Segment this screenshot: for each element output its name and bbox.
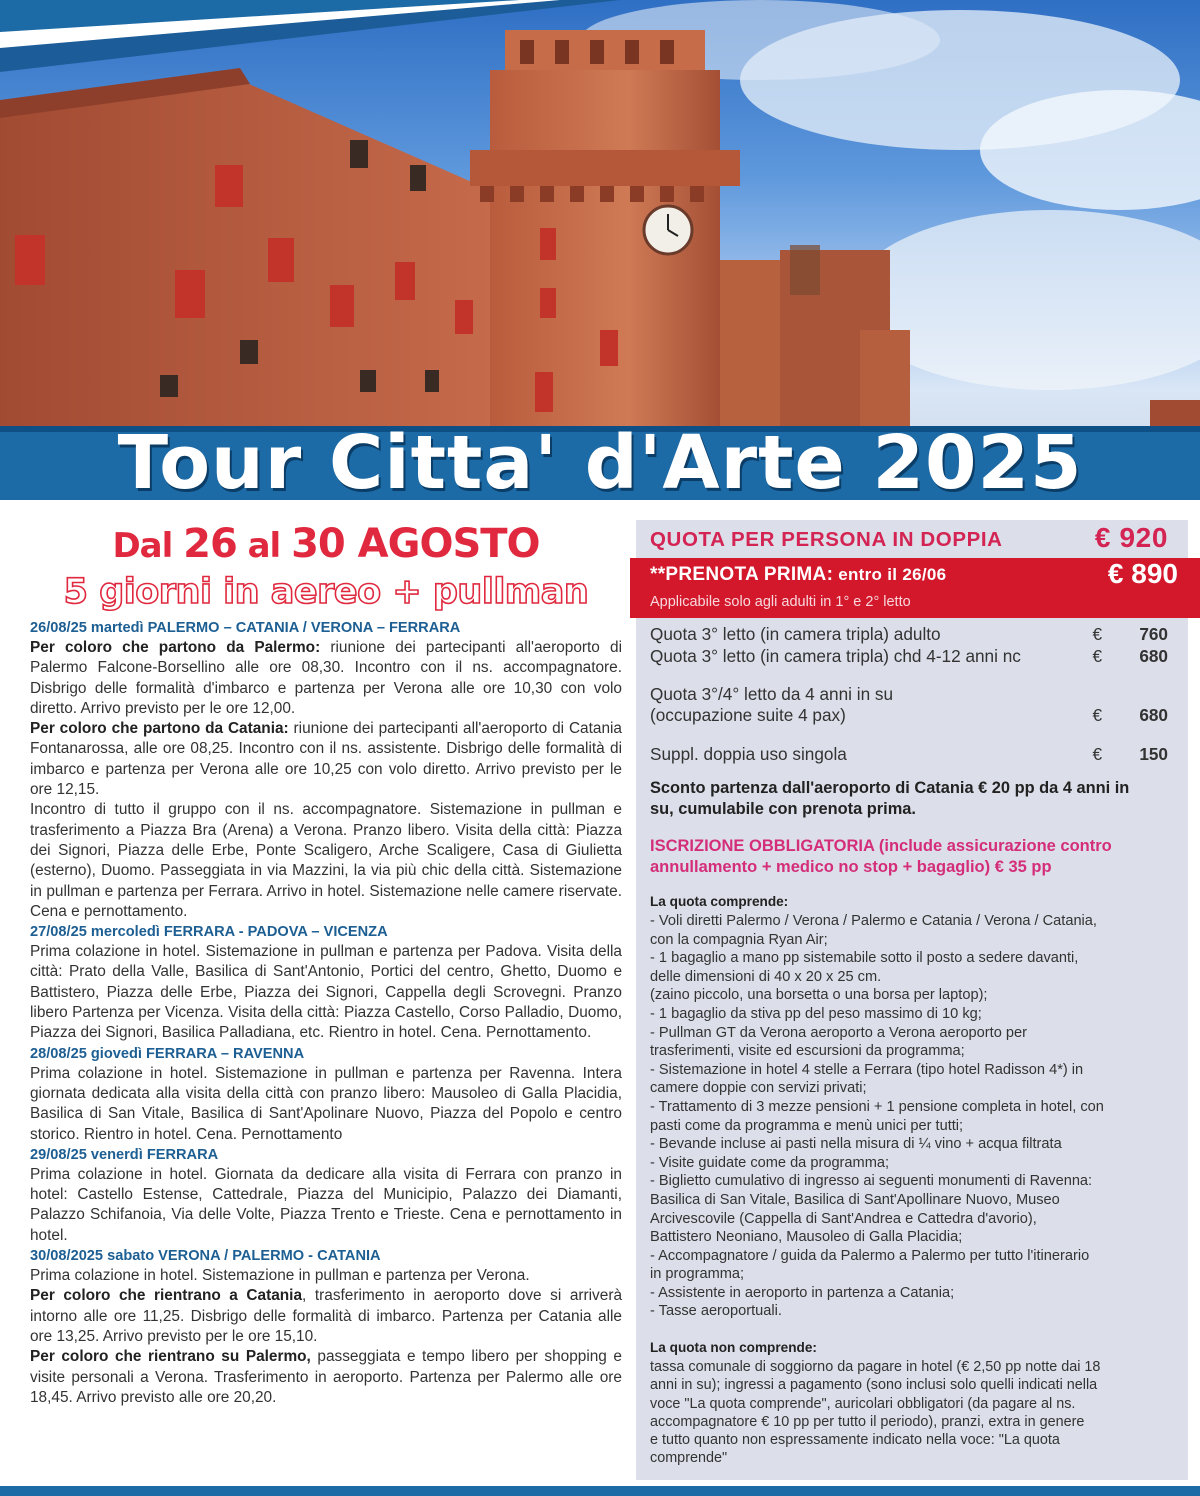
- include-line: (zaino piccolo, una borsetta o una borsa per laptop);: [650, 987, 988, 1004]
- exclude-line: accompagnatore € 10 pp per tutto il periodo), pranzi, extra in genere: [650, 1413, 1085, 1430]
- include-line: - Sistemazione in hotel 4 stelle a Ferrara (tipo hotel Radisson 4*) in: [650, 1061, 1084, 1078]
- paragraph-text: Prima colazione in hotel. Sistemazione in pullman e partenza per Ravenna. Intera giornata dedicata alla visita della città con pranzo libero: Mausoleo di Galla Placidia, Basilica di San Vitale, Basilica di Sant'Apolinare Nuovo, Piazza del Popolo e centro storico. Rientro in hotel. Cena. Pernottamento: [30, 1064, 622, 1143]
- prenota-deadline: entro il 26/06: [833, 565, 947, 584]
- page-title: Tour Citta' d'Arte 2025: [117, 420, 1083, 500]
- day-paragraph: [30, 942, 622, 1043]
- date-mid: al: [236, 526, 292, 566]
- price-option-row: [650, 646, 1168, 667]
- day-paragraph: [30, 1347, 622, 1408]
- include-line: - Biglietto cumulativo di ingresso ai seguenti monumenti di Ravenna:: [650, 1173, 1093, 1190]
- prenota-prima-banner: [630, 558, 1200, 618]
- paragraph-text: Prima colazione in hotel. Sistemazione in pullman e partenza per Padova. Visita della città: Prato della Valle, Basilica di Sant'Antonio, Portici del centro, Ghetto, Duomo e Battistero, Piazza delle Erbe, Piazza dei Signori, Cappella degli Scrovegni. Pranzo libero Partenza per Vicenza. Visita della città: Piazza Castello, Corso Palladio, Duomo, Piazza dei Signori, Basilica Palladiana, etc. Rientro in hotel. Cena. Pernottamento.: [30, 943, 622, 1042]
- include-line: trasferimenti, visite ed escursioni da programma;: [650, 1043, 965, 1060]
- option-label: Suppl. doppia uso singola: [650, 744, 847, 764]
- option-amount: 680: [1139, 646, 1168, 666]
- include-line: pasti come da programma e menù unici per tutti;: [650, 1117, 964, 1134]
- quota-doppia-price: € 920: [1094, 522, 1168, 553]
- exclude-line: voce "La quota comprende", auricolari obbligatori (da pagare al ns.: [650, 1395, 1076, 1412]
- iscrizione-note: ISCRIZIONE OBBLIGATORIA (include assicurazione contro annullamento + medico no stop + bagaglio) € 35 pp: [650, 837, 1112, 876]
- include-line: - 1 bagaglio da stiva pp del peso massimo di 10 kg;: [650, 1005, 982, 1022]
- paragraph-lead: Per coloro che rientrano su Palermo,: [30, 1348, 311, 1366]
- price-option-row: [650, 744, 1168, 765]
- day-paragraph: [30, 1266, 622, 1286]
- date-pre: Dal: [112, 526, 184, 566]
- include-line: - Pullman GT da Verona aeroporto a Verona aeroporto per: [650, 1024, 1027, 1041]
- include-line: Battistero Neoniano, Mausoleo di Galla Placidia;: [650, 1229, 963, 1246]
- include-line: - Tasse aeroportuali.: [650, 1303, 782, 1320]
- option-label: Quota 3°/4° letto da 4 anni in su: [650, 684, 894, 704]
- paragraph-text: Incontro di tutto il gruppo con il ns. accompagnatore. Sistemazione in pullman e trasferimento a Piazza Bra (Arena) a Verona. Pranzo libero. Visita della città: Piazza dei Signori, Piazza delle Erbe, Ponte Scaligero, Arche Scaligere, Casa di Giulietta (esterno), Duomo. Passeggiata in via Mazzini, la via più chic della città. Sistemazione in pullman e partenza per Ferrara. Arrivo in hotel. Sistemazione nelle camere riservate. Cena e pernottamento.: [30, 801, 622, 920]
- itinerary-column: [30, 520, 622, 1408]
- date-end: 30 AGOSTO: [291, 521, 540, 567]
- include-line: Arcivescovile (Cappella di Sant'Andrea e Cattedra d'avorio),: [650, 1210, 1037, 1227]
- day-paragraph: [30, 1064, 622, 1145]
- paragraph-text: , trasferimento in aeroporto dove si arriverà intorno alle ore 11,25. Disbrigo delle formalità di imbarco. Partenza per Catania alle ore 13,25. Arrivo previsto per le ore 15,10.: [30, 1287, 622, 1345]
- paragraph-text: riunione dei partecipanti all'aeroporto di Palermo Falcone-Borsellino alle ore 08,30. Incontro con il ns. accompagnatore. Disbrigo delle formalità d'imbarco e partenza per Verona alle ore 10,30 con volo diretto. Arrivo previsto per le ore 12,00.: [30, 639, 622, 717]
- include-line: Basilica di San Vitale, Basilica di Sant'Apollinare Nuovo, Museo: [650, 1191, 1060, 1208]
- include-list: [650, 912, 1174, 1321]
- bottom-bar: [0, 1486, 1200, 1496]
- day-heading: 29/08/25 venerdì FERRARA: [30, 1146, 219, 1163]
- date-range: [30, 520, 622, 570]
- paragraph-text: riunione dei partecipanti all'aeroporto di Catania Fontanarossa, alle ore 08,25. Incontro con il ns. assistente. Disbrigo delle formalità di imbarco e partenza per Verona alle ore 10,25 con volo diretto. Arrivo previsto per le ore 12,15.: [30, 720, 622, 799]
- option-currency: €: [1092, 624, 1102, 644]
- include-line: - 1 bagaglio a mano pp sistemabile sotto il posto a sedere davanti,: [650, 950, 1079, 967]
- prenota-title: [650, 564, 946, 586]
- paragraph-lead: Per coloro che partono da Catania:: [30, 720, 289, 738]
- exclude-line: e tutto quanto non espressamente indicato nella voce: "La quota: [650, 1432, 1060, 1449]
- quota-doppia-label: QUOTA PER PERSONA IN DOPPIA: [650, 528, 1003, 551]
- include-line: - Voli diretti Palermo / Verona / Palermo e Catania / Verona / Catania,: [650, 913, 1097, 929]
- price-panel: [636, 520, 1188, 1480]
- day-paragraph: [30, 800, 622, 922]
- price-option-row: [650, 624, 1168, 645]
- date-start: 26: [183, 521, 237, 567]
- paragraph-text: Prima colazione in hotel. Giornata da dedicare alla visita di Ferrara con pranzo in hotel: Castello Estense, Cattedrale, Piazza del Municipio, Palazzo dei Diamanti, Palazzo Schifanoia, Via delle Volte, Piazza Trento e Trieste. Cena e pernottamento in hotel.: [30, 1165, 622, 1244]
- paragraph-lead: Per coloro che partono da Palermo:: [30, 639, 321, 656]
- option-label: Quota 3° letto (in camera tripla) adulto: [650, 624, 941, 644]
- include-line: - Accompagnatore / guida da Palermo a Palermo per tutto l'itinerario: [650, 1247, 1090, 1264]
- prenota-price: € 890: [1107, 558, 1178, 589]
- include-heading: La quota comprende:: [650, 894, 789, 909]
- option-label: (occupazione suite 4 pax): [650, 705, 846, 725]
- hero-banner: [0, 0, 1200, 500]
- option-amount: 150: [1139, 744, 1168, 764]
- option-amount: 680: [1139, 705, 1168, 725]
- include-line: delle dimensioni di 40 x 20 x 25 cm.: [650, 968, 882, 985]
- sconto-note: Sconto partenza dall'aeroporto di Catania € 20 pp da 4 anni in su, cumulabile con prenota prima.: [650, 779, 1130, 818]
- day-paragraph: [30, 719, 622, 800]
- quota-doppia-row: [650, 522, 1168, 553]
- include-line: camere doppie con servizi privati;: [650, 1080, 867, 1097]
- include-line: - Bevande incluse ai pasti nella misura di ¼ vino + acqua filtrata: [650, 1136, 1062, 1153]
- paragraph-text: passeggiata e tempo libero per shopping e visite personali a Verona. Trasferimento in aeroporto. Partenza per Palermo alle ore 18,45. Arrivo previsto alle ore 20,20.: [30, 1348, 622, 1406]
- tour-subtitle: 5 giorni in aereo + pullman: [63, 572, 589, 612]
- exclude-list: [650, 1358, 1174, 1468]
- prenota-note: Applicabile solo agli adulti in 1° e 2° letto: [650, 594, 911, 610]
- itinerary-days: [30, 618, 622, 1408]
- exclude-line: comprende": [650, 1450, 728, 1467]
- include-line: - Visite guidate come da programma;: [650, 1154, 890, 1171]
- include-line: - Assistente in aeroporto in partenza a Catania;: [650, 1284, 955, 1301]
- exclude-heading: La quota non comprende:: [650, 1340, 817, 1355]
- option-currency: €: [1092, 646, 1102, 666]
- prenota-label: **PRENOTA PRIMA:: [650, 564, 834, 585]
- day-heading: 30/08/2025 sabato VERONA / PALERMO - CATANIA: [30, 1248, 381, 1265]
- price-option-row: [650, 684, 1168, 726]
- day-paragraph: [30, 1165, 622, 1246]
- day-paragraph: [30, 638, 622, 719]
- day-heading: 26/08/25 martedì PALERMO – CATANIA / VERONA – FERRARA: [30, 620, 461, 636]
- option-label: Quota 3° letto (in camera tripla) chd 4-12 anni nc: [650, 646, 1021, 666]
- include-line: in programma;: [650, 1266, 745, 1283]
- exclude-line: anni in su); ingressi a pagamento (sono inclusi solo quelli indicati nella: [650, 1377, 1098, 1394]
- day-heading: 28/08/25 giovedì FERRARA – RAVENNA: [30, 1045, 305, 1062]
- option-amount: 760: [1139, 624, 1168, 644]
- include-line: con la compagnia Ryan Air;: [650, 931, 828, 948]
- option-currency: €: [1092, 744, 1102, 764]
- include-line: - Trattamento di 3 mezze pensioni + 1 pensione completa in hotel, con: [650, 1098, 1104, 1115]
- paragraph-lead: Per coloro che rientrano a Catania: [30, 1287, 303, 1305]
- exclude-line: tassa comunale di soggiorno da pagare in hotel (€ 2,50 pp notte dai 18: [650, 1359, 1101, 1375]
- day-heading: 27/08/25 mercoledì FERRARA - PADOVA – VICENZA: [30, 924, 388, 941]
- option-currency: €: [1092, 705, 1102, 725]
- day-paragraph: [30, 1286, 622, 1347]
- paragraph-text: Prima colazione in hotel. Sistemazione in pullman e partenza per Verona.: [30, 1267, 530, 1285]
